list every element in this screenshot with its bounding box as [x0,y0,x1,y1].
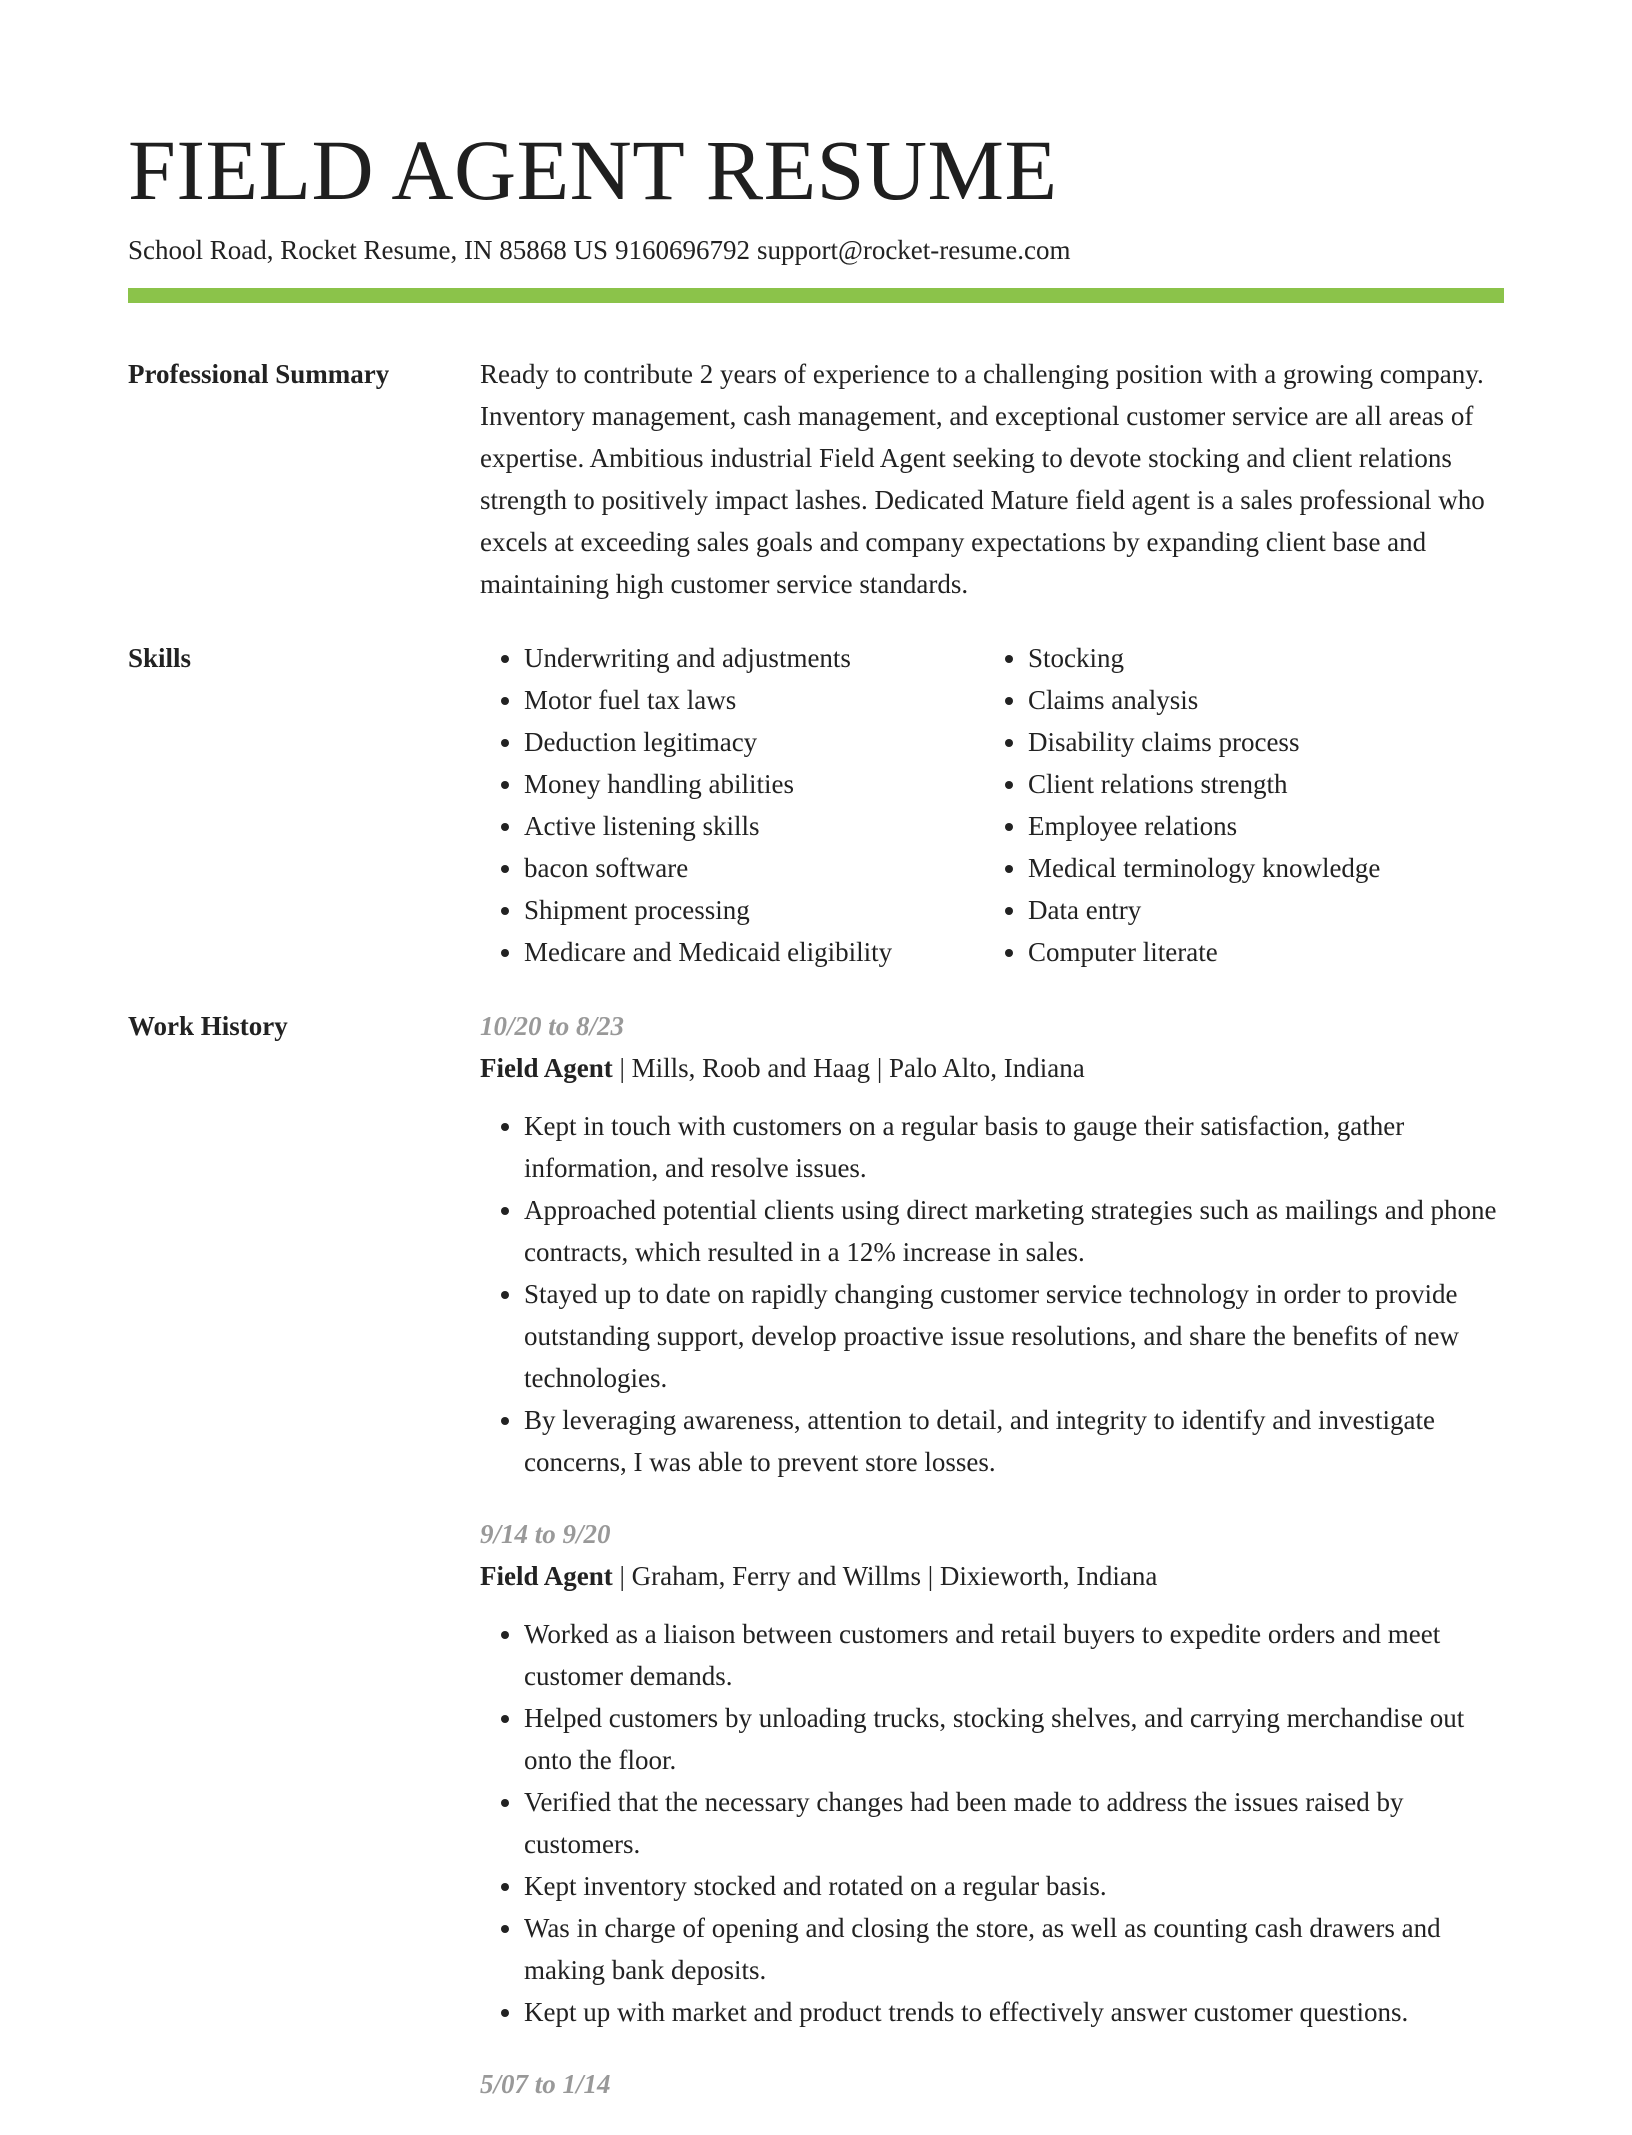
contact-line [128,232,1504,268]
skills-list-right [984,637,1488,973]
job-bullet: • Verified that the necessary changes had been made to address the issues raised by customers. [524,1781,1504,1865]
job-title: Field Agent [480,1561,613,1591]
job-dates: 10/20 to 8/23 [480,1011,625,1041]
skills-list-left [480,637,984,973]
summary-text: Ready to contribute 2 years of experience to a challenging position with a growing company. Inventory management, cash management, and exceptional customer service are all areas of expertise. Ambitious industrial Field Agent seeking to devote stocking and client relations strength to positively impact lashes. Dedicated Mature field agent is a sales professional who excels at exceeding sales goals and company expectations by expanding client base and maintaining high customer service standards. [480,359,1485,599]
job-details: | Graham, Ferry and Willms | Dixieworth, Indiana [612,1561,1158,1591]
work-history-section [128,1005,1504,2135]
job-bullet: • Approached potential clients using direct marketing strategies such as mailings and phone contracts, which resulted in a 12% increase in sales. [524,1189,1504,1273]
skill-item: • Medicare and Medicaid eligibility [524,931,984,973]
job-bullet: • Stayed up to date on rapidly changing customer service technology in order to provide outstanding support, develop proactive issue resolutions, and share the benefits of new technologies. [524,1273,1504,1399]
skill-item: • bacon software [524,847,984,889]
job-bullets [480,1105,1504,1483]
skills-section [128,637,1504,973]
summary-heading: Professional Summary [128,359,390,389]
skill-item: • Computer literate [1028,931,1488,973]
job-bullet: • Kept up with market and product trends to effectively answer customer questions. [524,1991,1504,2033]
skill-item: • Money handling abilities [524,763,984,805]
skill-item: • Underwriting and adjustments [524,637,984,679]
job-bullet: • Was in charge of opening and closing the store, as well as counting cash drawers and making bank deposits. [524,1907,1504,1991]
job-bullet: • By leveraging awareness, attention to detail, and integrity to identify and investigate concerns, I was able to prevent store losses. [524,1399,1504,1483]
job-dates: 9/14 to 9/20 [480,1519,611,1549]
job-bullet: • Kept inventory stocked and rotated on a regular basis. [524,1865,1504,1907]
job-dates: 5/07 to 1/14 [480,2069,611,2099]
skills-heading: Skills [128,643,192,673]
skill-item: • Data entry [1028,889,1488,931]
skill-item: • Motor fuel tax laws [524,679,984,721]
job-details: | Mills, Roob and Haag | Palo Alto, Indiana [612,1053,1085,1083]
job-entry [480,1005,1504,1483]
job-bullets [480,1613,1504,2033]
skill-item: • Active listening skills [524,805,984,847]
skill-item: • Shipment processing [524,889,984,931]
job-entry [480,2063,1504,2105]
summary-section [128,353,1504,605]
contact-address: School Road, Rocket Resume, IN 85868 US [128,235,608,265]
work-history-heading: Work History [128,1011,288,1041]
contact-phone: 9160696792 [614,235,750,265]
job-title: Field Agent [480,1053,613,1083]
skill-item: • Client relations strength [1028,763,1488,805]
resume-title: FIELD AGENT RESUME [128,122,1058,218]
resume-page [128,118,1504,2135]
skill-item: • Disability claims process [1028,721,1488,763]
job-entry [480,1513,1504,2033]
skill-item: • Claims analysis [1028,679,1488,721]
job-header [480,1555,1504,1597]
job-bullet: • Worked as a liaison between customers and retail buyers to expedite orders and meet customer demands. [524,1613,1504,1697]
skill-item: • Deduction legitimacy [524,721,984,763]
skill-item: • Employee relations [1028,805,1488,847]
job-bullet: • Helped customers by unloading trucks, stocking shelves, and carrying merchandise out onto the floor. [524,1697,1504,1781]
skill-item: • Stocking [1028,637,1488,679]
job-header [480,1047,1504,1089]
header-divider [128,288,1504,303]
skill-item: • Medical terminology knowledge [1028,847,1488,889]
contact-email: support@rocket-resume.com [756,235,1071,265]
job-bullet: • Kept in touch with customers on a regular basis to gauge their satisfaction, gather information, and resolve issues. [524,1105,1504,1189]
